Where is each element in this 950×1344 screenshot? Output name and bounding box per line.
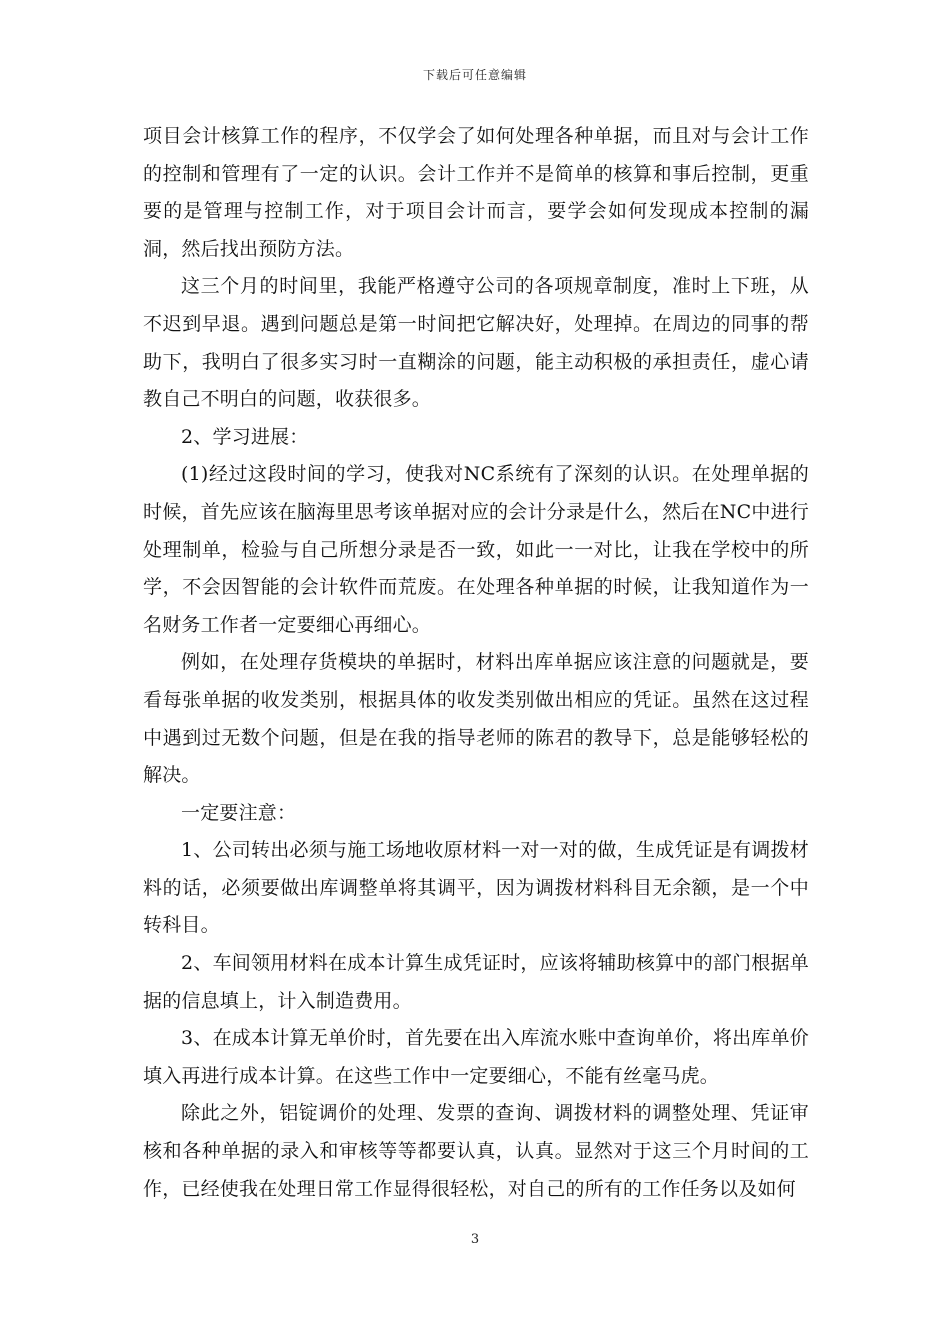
list-item-note-2: 2、车间领用材料在成本计算生成凭证时，应该将辅助核算中的部门根据单据的信息填上，计入制造费用。	[143, 952, 809, 1012]
section-heading-learning-progress: 2、学习进展：	[181, 425, 309, 448]
paragraph-accounting-procedure: 项目会计核算工作的程序，不仅学会了如何处理各种单据，而且对与会计工作的控制和管理有了一定的认识。会计工作并不是简单的核算和事后控制，更重要的是管理与控制工作，对于项目会计而言，要学会如何发现成本控制的漏洞，然后找出预防方法。	[143, 125, 809, 260]
list-item-note-3: 3、在成本计算无单价时，首先要在出入库流水账中查询单价，将出库单价填入再进行成本计算。在这些工作中一定要细心，不能有丝毫马虎。	[143, 1027, 809, 1087]
page-number: 3	[470, 1232, 480, 1247]
paragraph-nc-system: (1)经过这段时间的学习，使我对NC系统有了深刻的认识。在处理单据的时候，首先应该在脑海里思考该单据对应的会计分录是什么，然后在NC中进行处理制单，检验与自己所想分录是否一致，如此一一对比，让我在学校中的所学，不会因智能的会计软件而荒废。在处理各种单据的时候，让我知道作为一名财务工作者一定要细心再细心。	[143, 463, 809, 636]
document-body	[143, 118, 809, 1208]
page-header-note: 下载后可任意编辑	[422, 68, 527, 82]
paragraph-additionally: 除此之外，铝锭调价的处理、发票的查询、调拨材料的调整处理、凭证审核和各种单据的录入和审核等等都要认真，认真。显然对于这三个月时间的工作，已经使我在处理日常工作显得很轻松，对自己的所有的工作任务以及如何	[143, 1102, 809, 1200]
paragraph-must-note: 一定要注意：	[181, 801, 297, 824]
paragraph-three-months: 这三个月的时间里，我能严格遵守公司的各项规章制度，准时上下班，从不迟到早退。遇到问题总是第一时间把它解决好，处理掉。在周边的同事的帮助下，我明白了很多实习时一直糊涂的问题，能主动积极的承担责任，虚心请教自己不明白的问题，收获很多。	[143, 275, 809, 411]
paragraph-inventory-example: 例如，在处理存货模块的单据时，材料出库单据应该注意的问题就是，要看每张单据的收发类别，根据具体的收发类别做出相应的凭证。虽然在这过程中遇到过无数个问题，但是在我的指导老师的陈君的教导下，总是能够轻松的解决。	[143, 651, 809, 787]
list-item-note-1: 1、公司转出必须与施工场地收原材料一对一对的做，生成凭证是有调拨材料的话，必须要做出库调整单将其调平，因为调拨材料科目无余额，是一个中转科目。	[143, 839, 809, 937]
